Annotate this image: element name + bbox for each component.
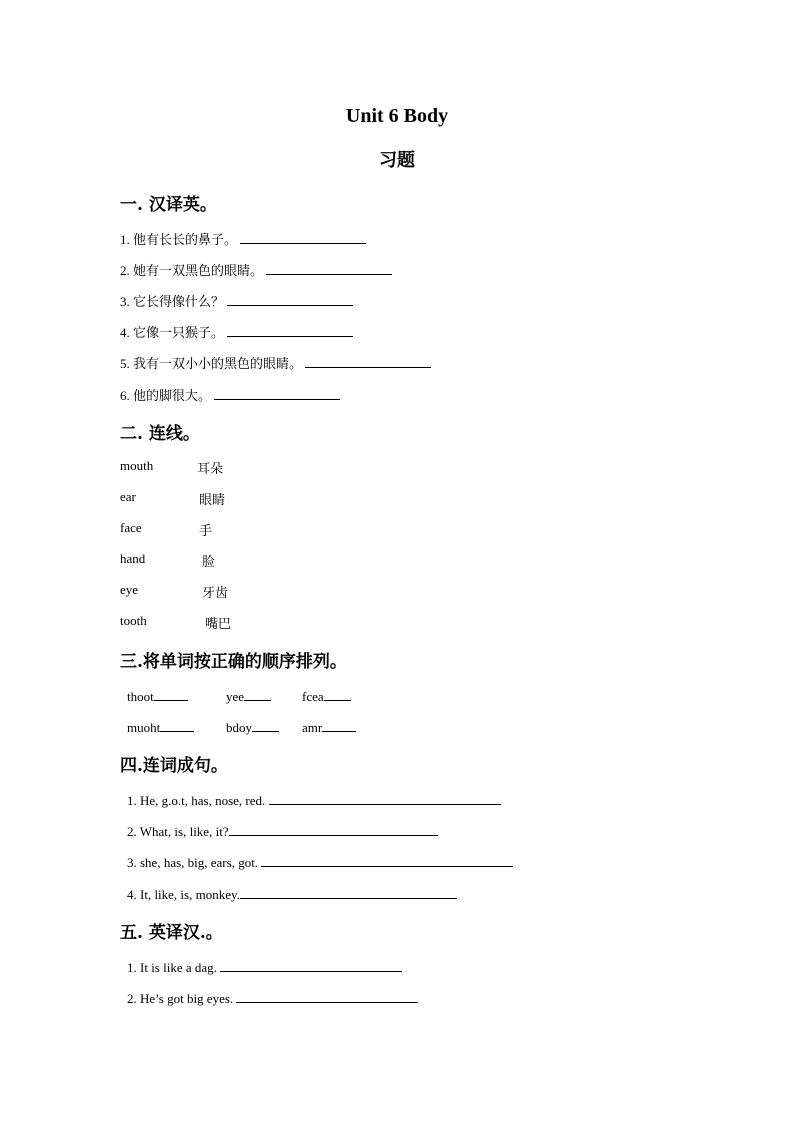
section-heading-translate-cn-en: 一. 汉译英。 bbox=[120, 195, 217, 215]
scrambled-word: fcea bbox=[302, 689, 324, 704]
answer-blank[interactable] bbox=[244, 687, 271, 701]
question-line bbox=[127, 853, 513, 871]
answer-blank[interactable] bbox=[214, 386, 340, 400]
answer-blank[interactable] bbox=[227, 292, 353, 306]
answer-blank[interactable] bbox=[227, 323, 353, 337]
scrambled-word: yee bbox=[226, 689, 245, 704]
answer-blank[interactable] bbox=[236, 989, 418, 1003]
question-text: 6. 他的脚很大。 bbox=[120, 388, 212, 403]
question-line bbox=[120, 386, 340, 404]
answer-blank[interactable] bbox=[229, 822, 438, 836]
scrambled-word-item bbox=[302, 687, 351, 705]
match-chinese-word[interactable]: 眼睛 bbox=[199, 493, 226, 508]
answer-blank[interactable] bbox=[240, 885, 457, 899]
answer-blank[interactable] bbox=[324, 687, 351, 701]
section-heading-unscramble: 三.将单词按正确的顺序排列。 bbox=[120, 652, 347, 672]
page-title: Unit 6 Body bbox=[345, 105, 449, 127]
section-heading-make-sentences: 四.连词成句。 bbox=[120, 756, 228, 776]
match-chinese-word[interactable]: 嘴巴 bbox=[205, 617, 232, 632]
question-text: 2. He’s got big eyes. bbox=[127, 991, 234, 1006]
answer-blank[interactable] bbox=[261, 853, 513, 867]
match-chinese-word[interactable]: 脸 bbox=[202, 555, 216, 570]
answer-blank[interactable] bbox=[322, 718, 356, 732]
question-text: 3. 它长得像什么？ bbox=[120, 294, 225, 309]
question-line bbox=[120, 261, 392, 279]
section-heading-translate-en-cn: 五. 英译汉.。 bbox=[120, 923, 223, 943]
question-line bbox=[120, 323, 353, 341]
section-heading-matching: 二. 连线。 bbox=[120, 424, 200, 444]
match-chinese-word[interactable]: 牙齿 bbox=[202, 586, 229, 601]
match-english-word[interactable]: mouth bbox=[120, 458, 154, 473]
scrambled-word: thoot bbox=[127, 689, 154, 704]
match-chinese-word[interactable]: 耳朵 bbox=[197, 462, 224, 477]
answer-blank[interactable] bbox=[266, 261, 392, 275]
question-text: 1. 他有长长的鼻子。 bbox=[120, 232, 238, 247]
scrambled-word: bdoy bbox=[226, 720, 252, 735]
answer-blank[interactable] bbox=[305, 354, 431, 368]
question-text: 1. It is like a dag. bbox=[127, 960, 217, 975]
question-line bbox=[127, 989, 418, 1007]
question-line bbox=[120, 230, 366, 248]
answer-blank[interactable] bbox=[220, 958, 402, 972]
question-line bbox=[120, 354, 431, 372]
answer-blank[interactable] bbox=[252, 718, 279, 732]
scrambled-word-item bbox=[226, 718, 279, 736]
question-text: 1. He, g.o.t, has, nose, red. bbox=[127, 793, 266, 808]
answer-blank[interactable] bbox=[269, 791, 501, 805]
match-english-word[interactable]: hand bbox=[120, 551, 146, 566]
answer-blank[interactable] bbox=[160, 718, 194, 732]
page-subtitle: 习题 bbox=[379, 150, 415, 171]
scrambled-word: muoht bbox=[127, 720, 161, 735]
question-line bbox=[127, 822, 438, 840]
answer-blank[interactable] bbox=[240, 230, 366, 244]
question-text: 2. 她有一双黑色的眼睛。 bbox=[120, 263, 264, 278]
match-english-word[interactable]: face bbox=[120, 520, 142, 535]
match-english-word[interactable]: ear bbox=[120, 489, 136, 504]
question-text: 4. 它像一只猴子。 bbox=[120, 325, 225, 340]
question-line bbox=[120, 292, 353, 310]
match-chinese-word[interactable]: 手 bbox=[199, 524, 213, 539]
question-line bbox=[127, 885, 457, 903]
answer-blank[interactable] bbox=[154, 687, 188, 701]
question-line bbox=[127, 958, 402, 976]
scrambled-word-item bbox=[127, 718, 194, 736]
scrambled-word-item bbox=[127, 687, 188, 705]
match-english-word[interactable]: eye bbox=[120, 582, 139, 597]
question-text: 4. It, like, is, monkey. bbox=[127, 887, 240, 902]
match-english-word[interactable]: tooth bbox=[120, 613, 147, 628]
question-line bbox=[127, 791, 501, 809]
question-text: 5. 我有一双小小的黑色的眼睛。 bbox=[120, 356, 303, 371]
scrambled-word: amr bbox=[302, 720, 323, 735]
question-text: 3. she, has, big, ears, got. bbox=[127, 855, 259, 870]
question-text: 2. What, is, like, it? bbox=[127, 824, 229, 839]
scrambled-word-item bbox=[226, 687, 271, 705]
scrambled-word-item bbox=[302, 718, 356, 736]
